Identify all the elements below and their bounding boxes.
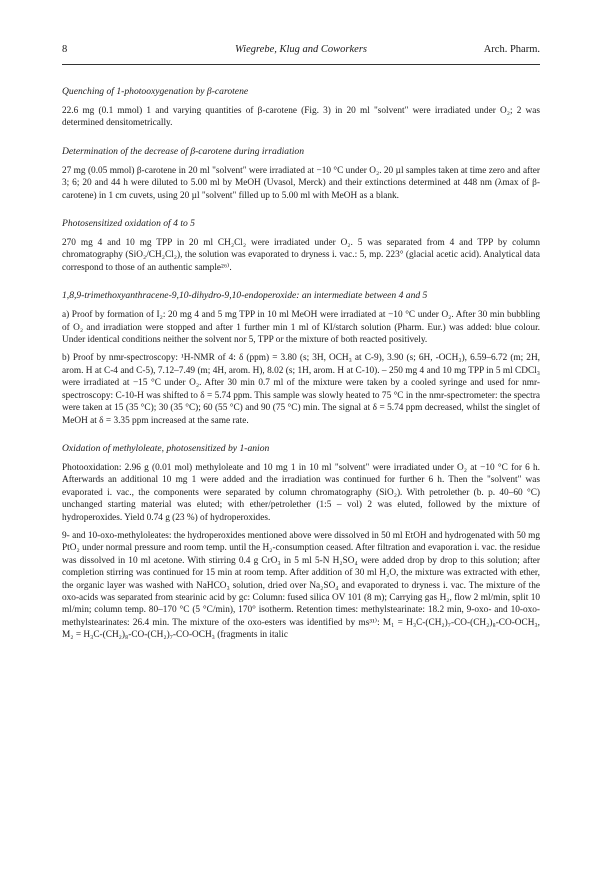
- paragraph: b) Proof by nmr-spectroscopy: ¹H-NMR of 4: δ (ppm) = 3.80 (s; 3H, OCH₃ at C-9), 3.90 (s; 6H, -OCH₃), 6.59–6.72 (m; 2H, arom. H at C-4 and C-5), 7.12–7.49 (m; 4H, arom. H), 8.02 (s; 1H, arom. H at C-10). – 250 mg 4 and 10 mg TPP in 5 ml CDCl₃ were irradiated at −15 °C under O₂. After 30 min 0.7 ml of the mixture were taken by a cooled syringe and used for nmr-spectroscopy: C-10-H was shifted to δ = 5.74 ppm. This sample was slowly heated to 75 °C in the nmr-spectrometer: the spectra were taken at 15 (35 °C); 30 (35 °C); 60 (55 °C) and 90 (75 °C) min. The signal at δ = 5.74 ppm decreased, whilst the singlet of MeOH at δ = 3.35 ppm increased at the same rate.: [62, 353, 540, 426]
- section-heading: Quenching of 1-photooxygenation by β-carotene: [62, 86, 249, 97]
- section-carotene-decrease: [62, 146, 540, 202]
- running-title: Wiegrebe, Klug and Coworkers: [234, 44, 368, 55]
- article-body: [62, 86, 540, 648]
- section-heading: Photosensitized oxidation of 4 to 5: [62, 218, 195, 230]
- header-rule: [62, 64, 540, 65]
- paragraph: 22.6 mg (0.1 mmol) 1 and varying quantities of β-carotene (Fig. 3) in 20 ml "solvent" were irradiated under O₂; 2 was determined densitometrically.: [62, 106, 540, 129]
- paragraph: 9- and 10-oxo-methyloleates: the hydroperoxides mentioned above were dissolved in 50 ml EtOH and hydrogenated with 50 mg PtO₂ under normal pressure and room temp. until the H₂-consumption ceased. After filtration and evaporation i. vac. the residue was dissolved in 10 ml acetone. With stirring 0.4 g CrO₃ in 5 ml 5-N H₂SO₄ were added drop by drop to this solution; after completion stirring was continued for 15 min at room temp. After addition of 30 ml H₂O, the mixture was extracted with ether, the organic layer was washed with NaHCO₃ solution, dried over Na₂SO₄ and evaporated to dryness i. vac. The mixture of the oxo-acids was separated from stearinic acid by gc: Column: fused silica OV 101 (8 m); Carrying gas H₂, flow 2 ml/min, split 10 ml/min; column temp. 80–170 °C (5 °C/min), 170° isotherm. Retention times: methylstearinate: 18.2 min, 9-oxo- and 10-oxo-methylstearinates: 26.4 min. The mixture of the oxo-esters was identified by ms³¹⁾: M₁ = H₃C-(CH₂)₇-CO-(CH₂)₈-CO-OCH₃, M₂ = H₃C-(CH₂)₈-CO-(CH₂)₇-CO-OCH₃ (fragments in italic: [62, 530, 540, 641]
- paragraph: Photooxidation: 2.96 g (0.01 mol) methyloleate and 10 mg 1 in 10 ml "solvent" were irradiated under O₂ at −10 °C for 6 h. Afterwards an additional 10 mg 1 were added and the irradiation was continued for further 6 h. Then the "solvent" was evaporated i. vac., the components were separated by column chromatography (SiO₂). With petrolether (b. p. 40–60 °C) unchanged starting material was eluted; with ether/petrolether (1:5 – vol) 2 was eluted, followed by the mixture of hydroperoxides. Yield 0.74 g (23 %) of hydroperoxides.: [62, 462, 540, 523]
- journal-name: Arch. Pharm.: [483, 44, 540, 55]
- paragraph: 270 mg 4 and 10 mg TPP in 20 ml CH₂Cl₂ were irradiated under O₂. 5 was separated from 4 and TPP by column chromatography (SiO₂/CH₂Cl₂), the solution was evaporated to dryness i. vac.: 5, mp. 223° (glacial acetic acid). Analytical data correspond to those of an authentic sample²⁶⁾.: [62, 238, 540, 273]
- section-heading: Oxidation of methyloleate, photosensitized by 1-anion: [62, 442, 270, 454]
- running-header: [62, 44, 540, 62]
- section-photosensitized-oxidation: [62, 218, 540, 274]
- section-methyloleate: [62, 443, 540, 642]
- section-heading: 1,8,9-trimethoxyanthracene-9,10-dihydro-9,10-endoperoxide: an intermediate between 4 and 5: [62, 290, 428, 302]
- section-endoperoxide: [62, 290, 540, 427]
- paragraph: 27 mg (0.05 mmol) β-carotene in 20 ml "solvent" were irradiated at −10 °C under O₂. 20 µl samples taken at time zero and after 3; 6; 20 and 44 h were diluted to 5.00 ml by MeOH (Uvasol, Merck) and their extinctions determined at 448 nm (λmax of β-carotene) in 1 cm cuvets, using 20 µl "solvent" filled up to 5.00 ml with MeOH as a blank.: [62, 165, 540, 201]
- section-quenching: [62, 86, 540, 130]
- page-number: 8: [62, 44, 68, 55]
- paragraph: a) Proof by formation of I₂: 20 mg 4 and 5 mg TPP in 10 ml MeOH were irradiated at −10 °C under O₂. After 30 min bubbling of O₂ and irradiation were stopped and after 1 further min 1 ml of KI/starch solution (Pharm. Eur.) was added: blue colour. Under identical conditions neither the solvent nor 5, TPP or the mixture of both reacted positively.: [62, 310, 540, 346]
- section-heading: Determination of the decrease of β-carotene during irradiation: [62, 145, 305, 157]
